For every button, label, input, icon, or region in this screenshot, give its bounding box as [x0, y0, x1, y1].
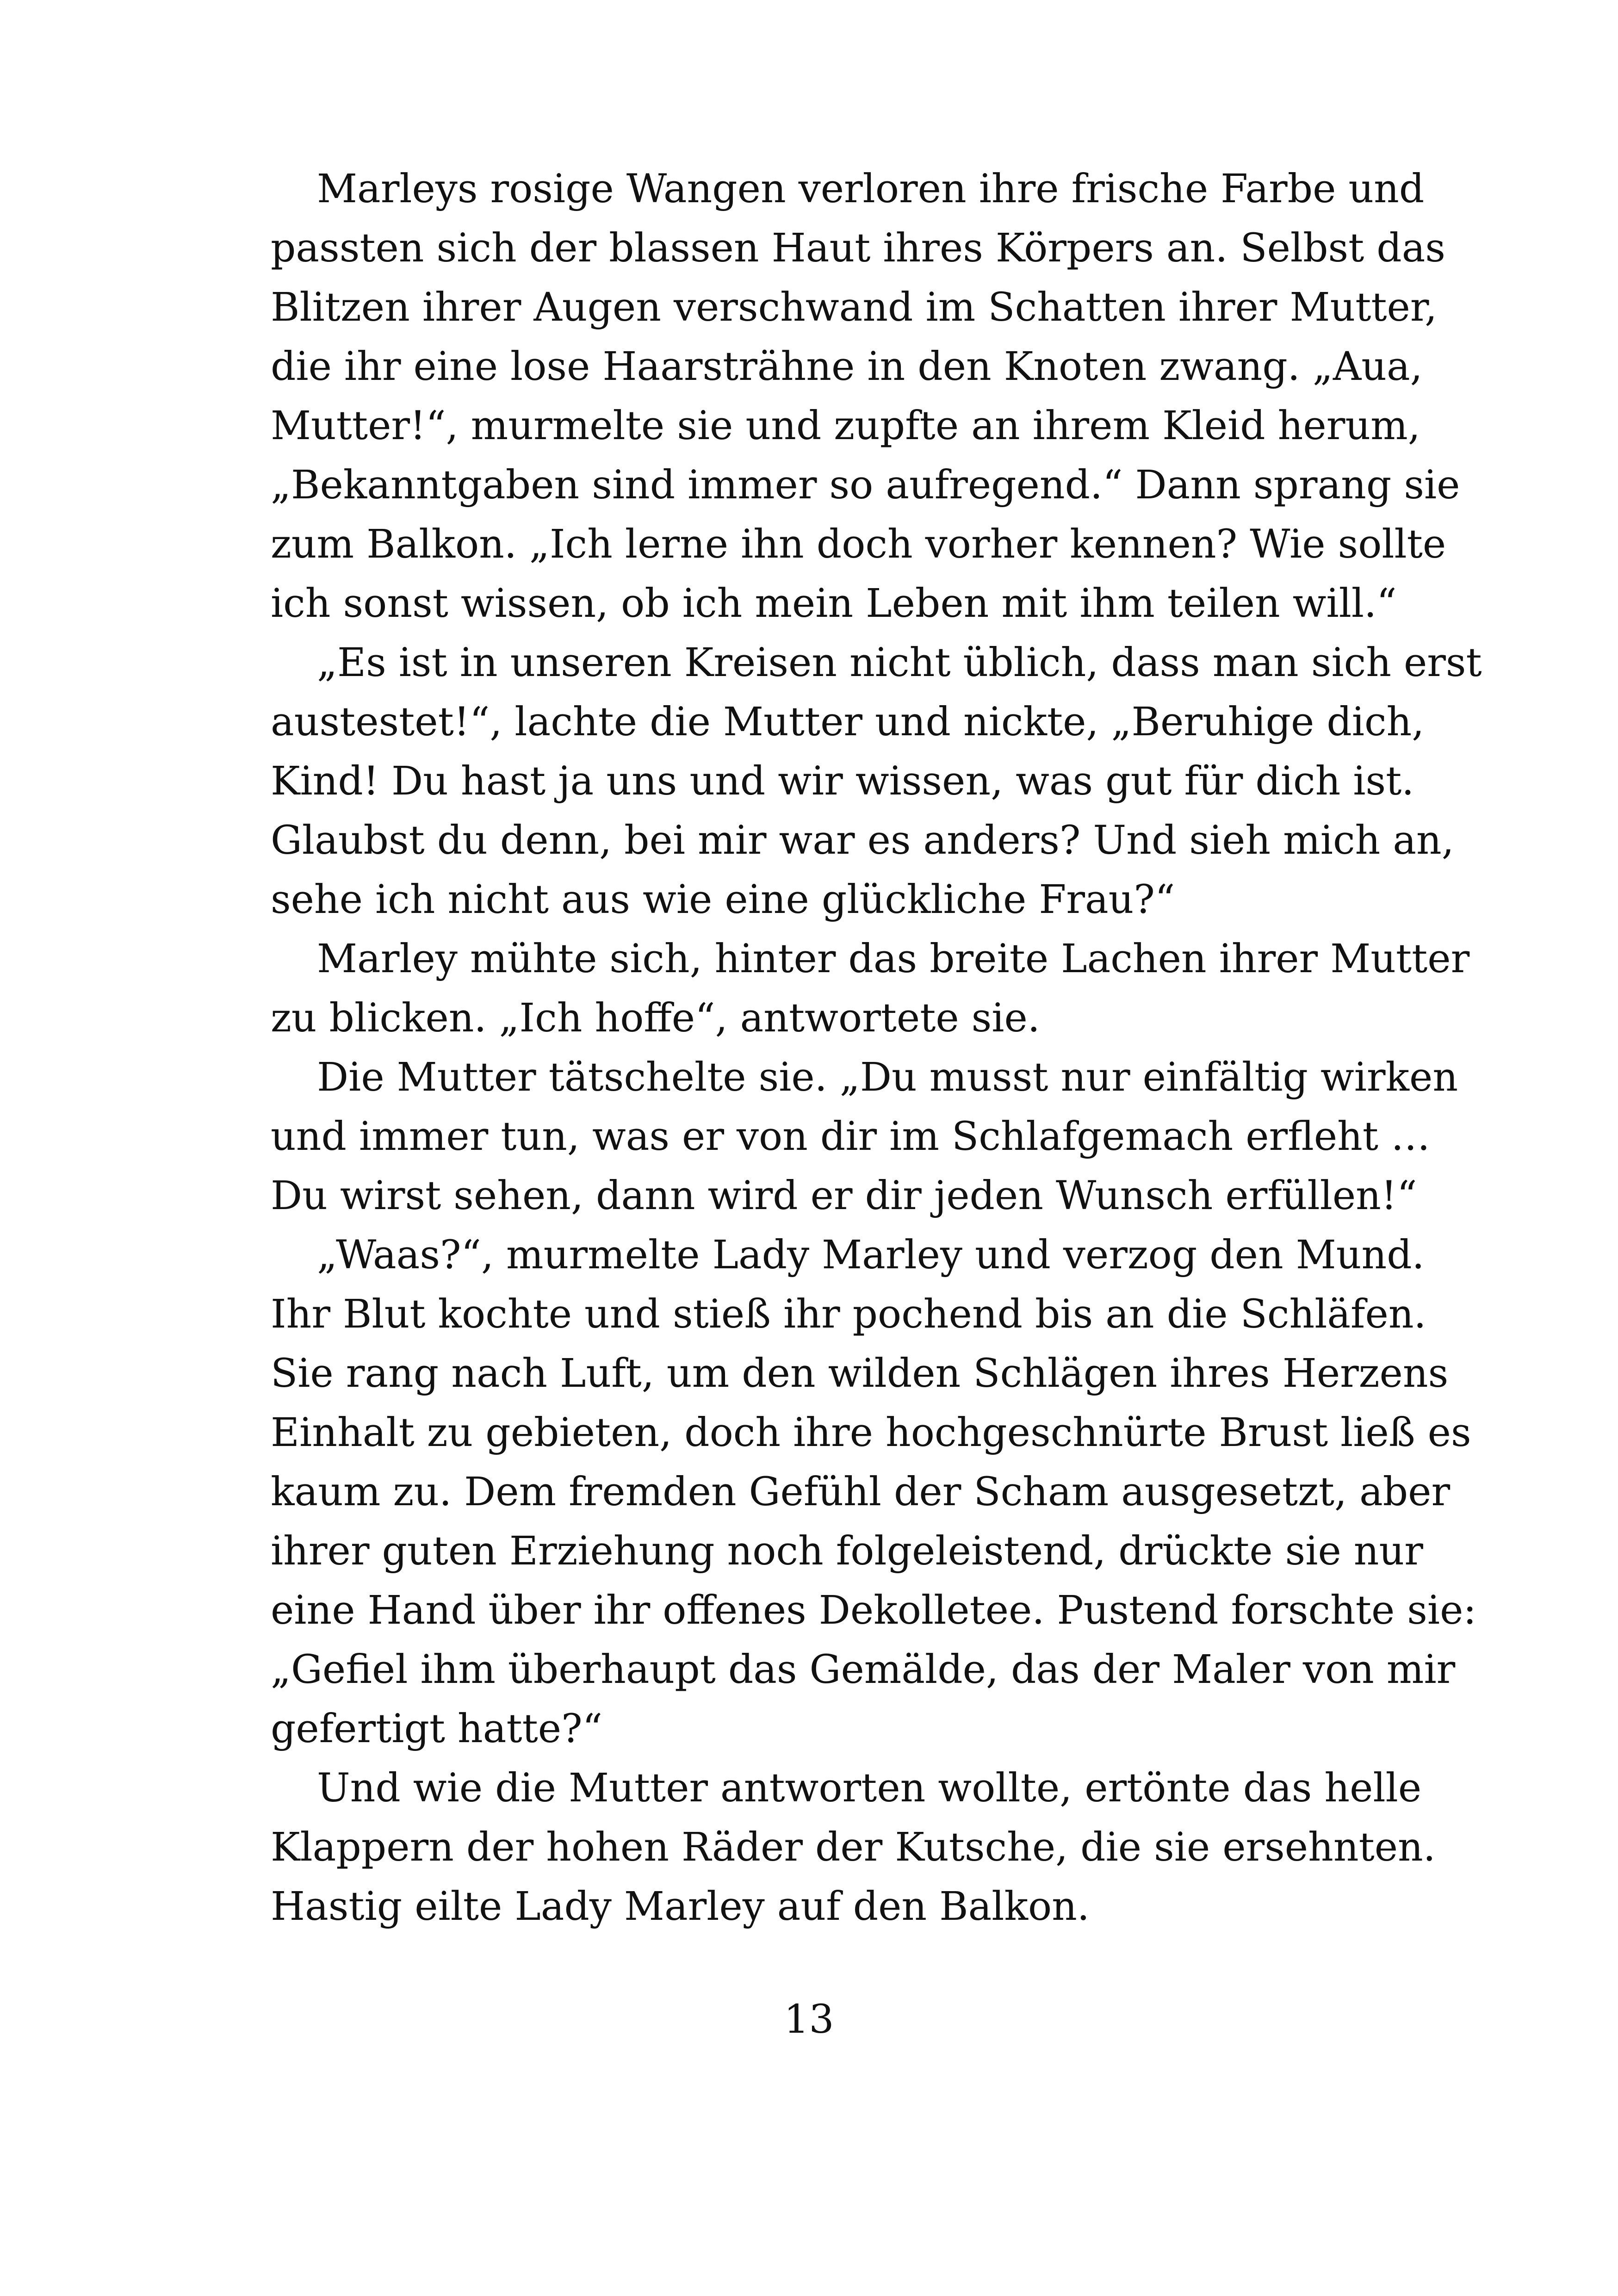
text-line: und immer tun, was er von dir im Schlafgemach erfleht … [271, 1114, 1431, 1160]
text-line: sehe ich nicht aus wie eine glückliche Frau?“ [271, 877, 1175, 923]
text-line: „Bekanntgaben sind immer so aufregend.“ Dann sprang sie [271, 462, 1460, 508]
text-line: zu blicken. „Ich hoffe“, antwortete sie. [271, 995, 1040, 1041]
text-line: Mutter!“, murmelte sie und zupfte an ihrem Kleid herum, [271, 403, 1420, 449]
text-line: Sie rang nach Luft, um den wilden Schlägen ihres Herzens [271, 1351, 1449, 1396]
text-line: zum Balkon. „Ich lerne ihn doch vorher kennen? Wie sollte [271, 521, 1446, 567]
text-line: Blitzen ihrer Augen verschwand im Schatten ihrer Mutter, [271, 285, 1438, 330]
text-line: passten sich der blassen Haut ihres Körpers an. Selbst das [271, 225, 1446, 271]
text-line: Marleys rosige Wangen verloren ihre frische Farbe und [317, 166, 1425, 212]
text-line: „Waas?“, murmelte Lady Marley und verzog den Mund. [317, 1232, 1425, 1278]
text-line: „Gefiel ihm überhaupt das Gemälde, das der Maler von mir [271, 1647, 1456, 1693]
text-line: Und wie die Mutter antworten wollte, ertönte das helle [317, 1765, 1422, 1811]
text-line: Du wirst sehen, dann wird er dir jeden Wunsch erfüllen!“ [271, 1173, 1417, 1219]
text-line: austestet!“, lachte die Mutter und nickte, „Beruhige dich, [271, 699, 1425, 745]
text-line: Klappern der hohen Räder der Kutsche, die sie ersehnten. [271, 1824, 1436, 1870]
text-line: Hastig eilte Lady Marley auf den Balkon. [271, 1884, 1090, 1930]
body-text [271, 160, 1482, 1936]
text-line: ihrer guten Erziehung noch folgeleistend, drückte sie nur [271, 1528, 1423, 1574]
text-line: Marley mühte sich, hinter das breite Lachen ihrer Mutter [317, 936, 1470, 982]
text-line: eine Hand über ihr offenes Dekolletee. Pustend forschte sie: [271, 1588, 1477, 1633]
text-line: Kind! Du hast ja uns und wir wissen, was gut für dich ist. [271, 758, 1414, 804]
text-line: Einhalt zu gebieten, doch ihre hochgeschnürte Brust ließ es [271, 1410, 1471, 1456]
text-line: die ihr eine lose Haarsträhne in den Knoten zwang. „Aua, [271, 344, 1423, 390]
text-line: kaum zu. Dem fremden Gefühl der Scham ausgesetzt, aber [271, 1469, 1451, 1515]
text-line: gefertigt hatte?“ [271, 1706, 603, 1752]
text-line: „Es ist in unseren Kreisen nicht üblich, dass man sich erst [317, 640, 1482, 686]
text-line: ich sonst wissen, ob ich mein Leben mit ihm teilen will.“ [271, 581, 1397, 627]
text-line: Glaubst du denn, bei mir war es anders? Und sieh mich an, [271, 818, 1454, 863]
text-line: Ihr Blut kochte und stieß ihr pochend bis an die Schläfen. [271, 1291, 1426, 1337]
page-number: 13 [784, 1997, 834, 2042]
text-line: Die Mutter tätschelte sie. „Du musst nur einfältig wirken [317, 1055, 1458, 1100]
